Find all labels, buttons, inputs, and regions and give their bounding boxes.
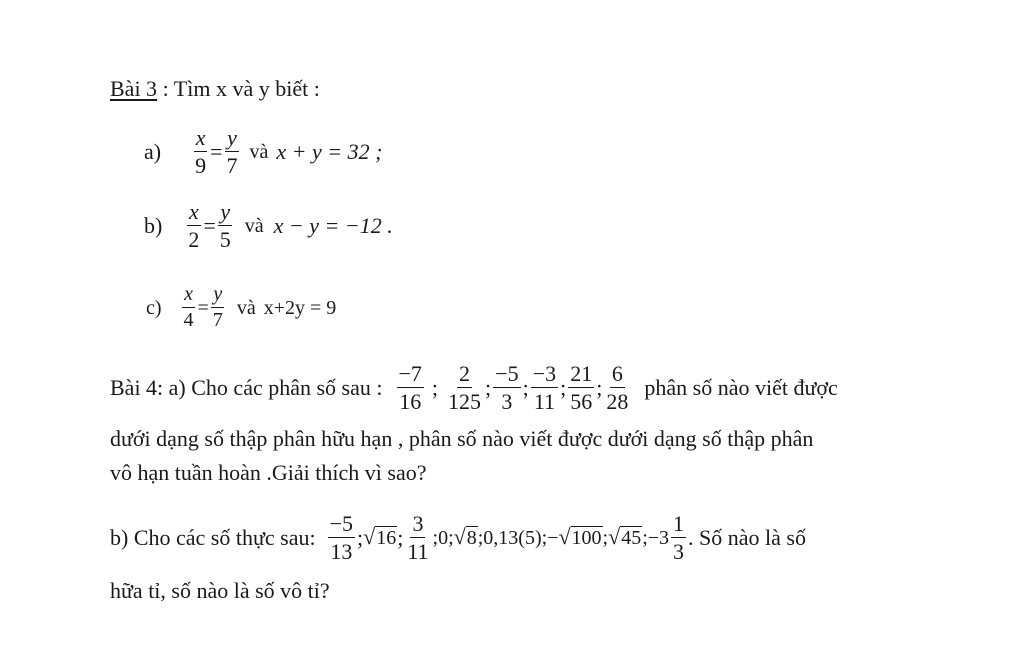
item-a-f2-num: y bbox=[225, 126, 239, 152]
bai4-b-sep: ; bbox=[642, 526, 648, 549]
bai4-f1-num: −7 bbox=[397, 362, 424, 388]
item-b-fraction-2 bbox=[218, 200, 233, 251]
bai4-b-sep: ; bbox=[397, 524, 404, 550]
bai4-b-line-2: hữa tỉ, số nào là số vô tỉ? bbox=[110, 578, 330, 603]
bai4-fraction-6 bbox=[604, 362, 630, 413]
bai3-item-c bbox=[146, 284, 336, 331]
item-c-fraction-2 bbox=[211, 284, 225, 331]
bai4-fraction-1 bbox=[397, 362, 424, 413]
item-a-fraction-2 bbox=[225, 126, 240, 177]
bai4-b-sqrt-1: √ 16 bbox=[363, 524, 397, 550]
item-b-f1-num: x bbox=[187, 200, 201, 226]
item-a-f2-den: 7 bbox=[226, 153, 238, 179]
item-c-f2-num: y bbox=[211, 284, 224, 308]
bai4-b-f1-den: 13 bbox=[330, 539, 353, 565]
item-c-condition: x+2y = 9 bbox=[263, 296, 337, 319]
bai3-title: : Tìm x và y biết : bbox=[162, 76, 320, 101]
bai4-b-mixed-fraction bbox=[671, 512, 686, 563]
bai4-b-zero: ;0; bbox=[432, 526, 454, 549]
item-a-eq: = bbox=[210, 138, 223, 164]
bai4-b-sqrt-4: √ 45 bbox=[608, 524, 642, 550]
item-b-eq: = bbox=[203, 212, 216, 238]
bai4-fraction-2 bbox=[446, 362, 483, 413]
bai4-b-sqrt4-val: 45 bbox=[621, 527, 642, 550]
item-a-fraction-1 bbox=[193, 126, 208, 177]
bai4-b-mixed-num: 1 bbox=[671, 512, 686, 538]
bai3-item-b bbox=[144, 200, 393, 251]
bai4-f3-den: 3 bbox=[501, 389, 513, 415]
bai3-item-a bbox=[144, 126, 382, 177]
item-a-marker: a) bbox=[144, 138, 162, 164]
item-b-f1-den: 2 bbox=[188, 227, 200, 253]
bai4-f5-den: 56 bbox=[570, 389, 593, 415]
item-a-condition: x + y = 32 ; bbox=[276, 138, 383, 164]
item-b-f2-num: y bbox=[218, 200, 232, 226]
item-b-fraction-1 bbox=[186, 200, 201, 251]
bai4-b-sqrt-2: √ 8 bbox=[453, 524, 477, 550]
bai4-f5-num: 21 bbox=[568, 362, 594, 388]
bai4-line-2: dưới dạng số thập phân hữu hạn , phân số nào viết được dưới dạng số thập phân bbox=[110, 426, 814, 451]
bai4-b-decimal: ;0,13(5); bbox=[477, 526, 548, 549]
bai4-f6-num: 6 bbox=[610, 362, 625, 388]
item-b-conj: và bbox=[244, 214, 264, 237]
bai4-b-sqrt2-val: 8 bbox=[466, 527, 477, 550]
bai4-sep: ; bbox=[522, 374, 529, 400]
bai4-line-3: vô hạn tuần hoàn .Giải thích vì sao? bbox=[110, 460, 427, 485]
bai4-b-mixed-number bbox=[648, 512, 688, 563]
bai4-b-mixed-whole: −3 bbox=[647, 526, 670, 549]
item-c-fraction-1 bbox=[182, 284, 196, 331]
bai4-b-intro: b) Cho các số thực sau: bbox=[110, 524, 316, 550]
bai4-b-fraction-2 bbox=[405, 512, 430, 563]
bai3-label: Bài 3 bbox=[110, 76, 158, 101]
bai4-b-mixed-den: 3 bbox=[673, 539, 685, 565]
item-c-marker: c) bbox=[146, 296, 162, 319]
item-b-f2-den: 5 bbox=[219, 227, 231, 253]
bai4-line-1 bbox=[110, 362, 838, 413]
item-b-condition: x − y = −12 . bbox=[273, 212, 393, 238]
item-c-eq: = bbox=[197, 296, 209, 319]
bai4-fraction-3 bbox=[493, 362, 520, 413]
bai4-b-f2-den: 11 bbox=[407, 539, 429, 565]
bai4-b-f1-num: −5 bbox=[328, 512, 355, 538]
item-c-conj: và bbox=[236, 296, 256, 319]
bai4-b-line-1 bbox=[110, 512, 806, 563]
bai4-f4-num: −3 bbox=[531, 362, 558, 388]
bai4-sep: ; bbox=[596, 374, 603, 400]
bai4-intro: Bài 4: a) Cho các phân số sau : bbox=[110, 374, 383, 400]
bai4-line1-rest: phân số nào viết được bbox=[644, 374, 838, 400]
bai4-b-sqrt3-val: 100 bbox=[571, 527, 602, 550]
bai4-f6-den: 28 bbox=[606, 389, 629, 415]
bai4-sep: ; bbox=[431, 374, 439, 400]
item-c-f1-num: x bbox=[182, 284, 195, 308]
bai4-f2-den: 125 bbox=[448, 389, 482, 415]
bai4-fraction-5 bbox=[568, 362, 594, 413]
bai4-sep: ; bbox=[485, 374, 492, 400]
bai4-b-rest: . Số nào là số bbox=[688, 524, 806, 550]
item-a-f1-num: x bbox=[194, 126, 208, 152]
item-b-marker: b) bbox=[144, 212, 163, 238]
bai4-f3-num: −5 bbox=[493, 362, 520, 388]
item-c-f1-den: 4 bbox=[183, 309, 194, 331]
item-a-conj: và bbox=[249, 140, 269, 163]
bai4-fraction-4 bbox=[531, 362, 558, 413]
bai4-b-sep: ; bbox=[602, 526, 609, 549]
bai4-b-minus: − bbox=[547, 526, 559, 549]
bai4-f2-num: 2 bbox=[457, 362, 472, 388]
item-c-f2-den: 7 bbox=[212, 309, 223, 331]
item-a-f1-den: 9 bbox=[195, 153, 207, 179]
bai4-b-fraction-1 bbox=[328, 512, 355, 563]
bai4-f1-den: 16 bbox=[399, 389, 422, 415]
bai4-b-sqrt1-val: 16 bbox=[376, 527, 397, 550]
bai4-b-f2-num: 3 bbox=[410, 512, 425, 538]
bai4-b-sep: ; bbox=[357, 524, 364, 550]
bai4-sep: ; bbox=[560, 374, 567, 400]
bai4-f4-den: 11 bbox=[533, 389, 556, 415]
bai4-b-sqrt-3: √ 100 bbox=[558, 524, 602, 550]
bai3-heading bbox=[110, 78, 320, 100]
